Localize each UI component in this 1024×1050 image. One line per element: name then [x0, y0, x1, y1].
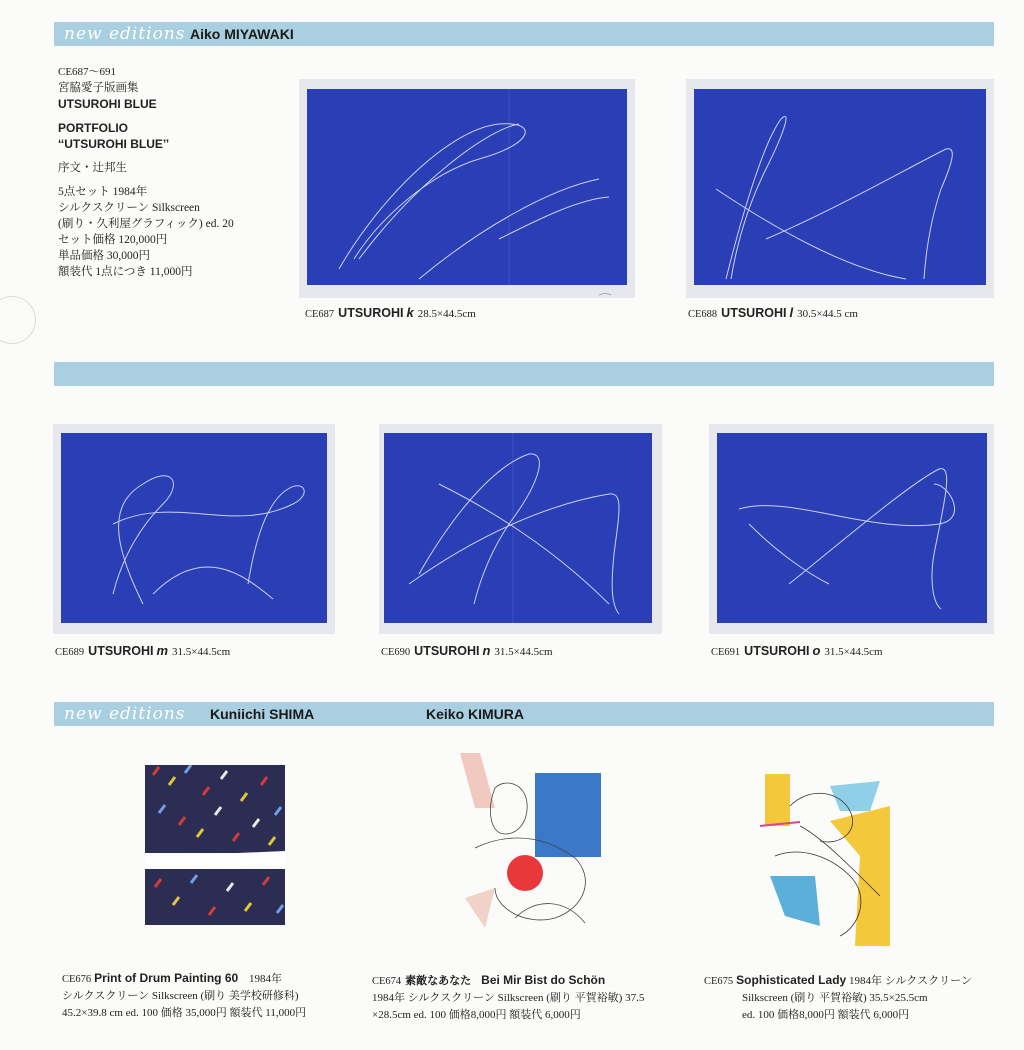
new-editions-label: new editions: [64, 24, 186, 44]
item-year-medium: 1984年 シルクスクリーン: [848, 975, 972, 987]
item-year: 1984年: [248, 973, 282, 985]
section-band-divider: [54, 362, 994, 386]
print-frame: [379, 424, 662, 634]
portfolio-preface: 序文・辻邦生: [58, 162, 127, 174]
print-letter: m: [156, 643, 169, 658]
item-title: Sophisticated Lady: [736, 973, 847, 987]
print-size: 30.5×44.5 cm: [797, 308, 858, 320]
item-code: CE675: [704, 976, 734, 987]
print-frame: [686, 79, 994, 298]
print-title: UTSUROHI: [414, 644, 480, 658]
utsurohi-print-image: [686, 79, 994, 298]
utsurohi-print-image: [53, 424, 335, 634]
artist-name: Aiko MIYAWAKI: [190, 26, 294, 42]
portfolio-title-en: UTSUROHI BLUE: [58, 97, 157, 111]
utsurohi-print-image: [299, 79, 635, 298]
bei-mir-bist-image: [455, 748, 615, 943]
item-code: CE676: [62, 974, 92, 985]
print-letter: k: [406, 305, 414, 320]
item-code: CE674: [372, 976, 402, 987]
artist-name-shima: Kuniichi SHIMA: [210, 706, 315, 722]
print-size: 31.5×44.5cm: [824, 646, 883, 658]
portfolio-medium: シルクスクリーン Silkscreen: [58, 202, 200, 214]
item-jp-title: 素敵なあなた: [405, 975, 472, 987]
print-frame: [709, 424, 994, 634]
drum-painting-image: [145, 765, 285, 935]
item-caption-bei-mir: [372, 972, 682, 1024]
print-frame: [299, 79, 635, 298]
portfolio-title: ‘‘UTSUROHI BLUE’’: [58, 137, 170, 151]
print-code: CE688: [688, 309, 718, 320]
print-title: UTSUROHI: [88, 644, 154, 658]
print-caption: [688, 305, 858, 320]
print-caption: [711, 643, 883, 658]
item-caption-drum: [62, 970, 362, 1022]
item-medium: シルクスクリーン Silkscreen (刷り 美学校研修科): [62, 990, 299, 1002]
item-price: 45.2×39.8 cm ed. 100 価格 35,000円 額装代 11,000円: [62, 1007, 307, 1019]
item-medium: 1984年 シルクスクリーン Silkscreen (刷り 平賀裕敏) 37.5: [372, 992, 645, 1004]
portfolio-label: PORTFOLIO: [58, 121, 128, 135]
print-size: 28.5×44.5cm: [417, 308, 476, 320]
item-price: ×28.5cm ed. 100 価格8,000円 額装代 6,000円: [372, 1009, 581, 1021]
portfolio-unit-price: 単品価格 30,000円: [58, 250, 150, 262]
print-letter: l: [789, 305, 794, 320]
print-title: UTSUROHI: [744, 644, 810, 658]
print-code: CE691: [711, 647, 741, 658]
print-size: 31.5×44.5cm: [494, 646, 553, 658]
portfolio-set-price: セット価格 120,000円: [58, 234, 168, 246]
portfolio-set: 5点セット 1984年: [58, 186, 148, 198]
portfolio-codes: CE687～691: [58, 66, 117, 78]
artist-name-kimura: Keiko KIMURA: [426, 706, 525, 722]
print-caption: [305, 305, 476, 320]
print-frame: [53, 424, 335, 634]
print-caption: [381, 643, 553, 658]
portfolio-info: [58, 64, 234, 280]
print-size: 31.5×44.5cm: [172, 646, 231, 658]
print-code: CE690: [381, 647, 411, 658]
utsurohi-print-image: [709, 424, 994, 634]
binder-hole-mark: [0, 296, 36, 344]
portfolio-framing: 額装代 1点につき 11,000円: [58, 266, 193, 278]
section-band-shima-kimura: [54, 702, 994, 726]
portfolio-printer: (刷り・久利屋グラフィック) ed. 20: [58, 218, 234, 230]
item-price: ed. 100 価格8,000円 額装代 6,000円: [742, 1009, 910, 1021]
print-letter: n: [482, 643, 491, 658]
portfolio-jp-title: 宮脇愛子版画集: [58, 82, 139, 94]
print-code: CE687: [305, 309, 335, 320]
item-title: Bei Mir Bist do Schön: [481, 973, 606, 987]
item-medium: Silkscreen (刷り 平賀裕敏) 35.5×25.5cm: [742, 992, 928, 1004]
sophisticated-lady-image: [760, 766, 900, 956]
item-title: Print of Drum Painting 60: [94, 971, 239, 985]
print-title: UTSUROHI: [721, 306, 787, 320]
print-caption: [55, 643, 230, 658]
utsurohi-print-image: [379, 424, 662, 634]
item-caption-sophisticated: [704, 972, 1004, 1024]
new-editions-label: new editions: [64, 704, 186, 724]
print-title: UTSUROHI: [338, 306, 404, 320]
section-band-miyawaki: [54, 22, 994, 46]
print-letter: o: [812, 643, 821, 658]
print-code: CE689: [55, 647, 85, 658]
